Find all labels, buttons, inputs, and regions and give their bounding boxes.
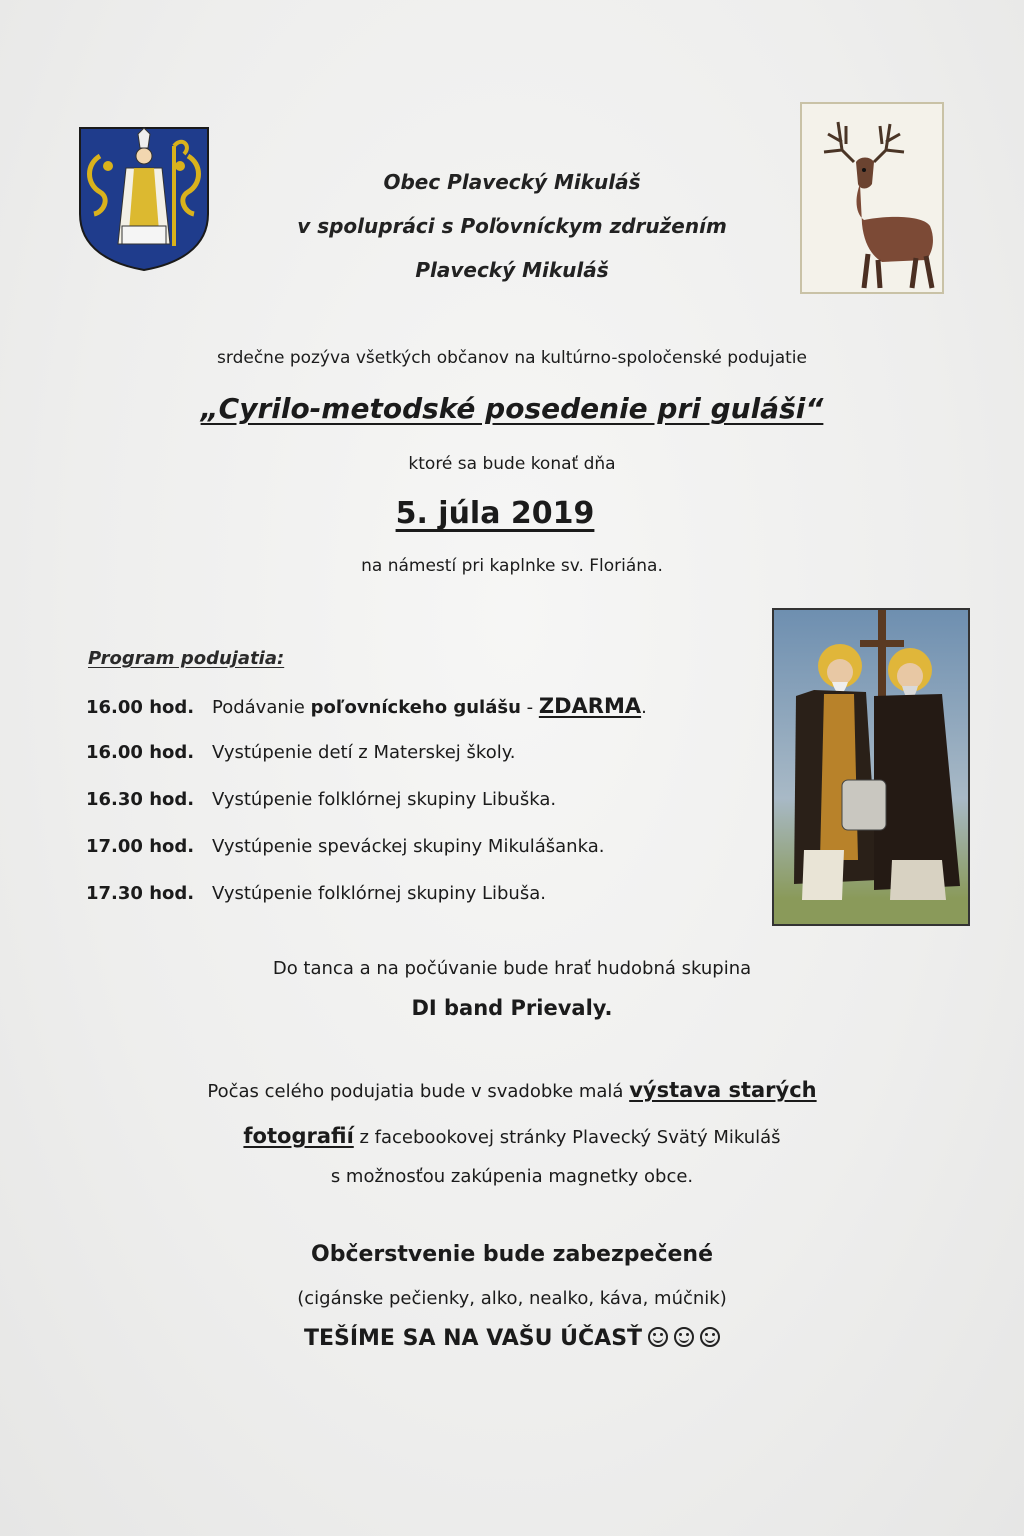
- exhibit-line-1: Počas celého podujatia bude v svadobke malá výstava starých: [207, 1078, 817, 1102]
- program-text: Vystúpenie speváckej skupiny Mikulášanka.: [212, 836, 605, 857]
- smiley-icon: [674, 1327, 694, 1347]
- event-title: „Cyrilo-metodské posedenie pri guláši“: [200, 392, 824, 425]
- program-row: 16.00 hod. Podávanie poľovníckeho gulášu - ZDARMA.: [86, 694, 647, 718]
- music-intro: Do tanca a na počúvanie bude hrať hudobná skupina: [272, 958, 752, 979]
- program-time: 17.30 hod.: [86, 883, 195, 904]
- program-text: Vystúpenie detí z Materskej školy.: [212, 742, 516, 763]
- coat-of-arms-icon: [78, 126, 210, 272]
- exhibit-line-3: s možnosťou zakúpenia magnetky obce.: [330, 1166, 694, 1187]
- refreshments-items: (cigánske pečienky, alko, nealko, káva, múčnik): [297, 1288, 727, 1309]
- program-time: 16.30 hod.: [86, 789, 195, 810]
- saints-icon: [772, 608, 970, 926]
- smiley-icon: [648, 1327, 668, 1347]
- program-heading: Program podujatia:: [88, 648, 285, 669]
- program-time: 16.00 hod.: [86, 742, 195, 763]
- exhibit-line-2: fotografií z facebookovej stránky Plavecký Svätý Mikuláš: [243, 1124, 781, 1148]
- free-label: ZDARMA: [538, 694, 642, 718]
- when-intro: ktoré sa bude konať dňa: [408, 454, 616, 474]
- program-row: [86, 742, 516, 763]
- exhibit-highlight: výstava starých: [629, 1078, 817, 1102]
- organizer-line-1: Obec Plavecký Mikuláš: [383, 170, 641, 194]
- invitation-text: srdečne pozýva všetkých občanov na kultúrno-spoločenské podujatie: [217, 348, 807, 368]
- program-row: [86, 836, 604, 857]
- program-time: 16.00 hod.: [86, 697, 195, 718]
- refreshments-heading: Občerstvenie bude zabezpečené: [311, 1242, 713, 1267]
- program-text: Vystúpenie folklórnej skupiny Libuša.: [212, 883, 546, 904]
- program-row: [86, 883, 546, 904]
- program-text: Vystúpenie folklórnej skupiny Libuška.: [212, 789, 557, 810]
- organizer-line-2: v spolupráci s Poľovníckym združením: [297, 214, 727, 238]
- event-date: 5. júla 2019: [395, 496, 595, 531]
- exhibit-highlight: fotografií: [243, 1124, 354, 1148]
- program-time: 17.00 hod.: [86, 836, 195, 857]
- program-row: [86, 789, 556, 810]
- smiley-icon: [700, 1327, 720, 1347]
- organizer-line-3: Plavecký Mikuláš: [415, 258, 609, 282]
- closing-line: TEŠÍME SA NA VAŠU ÚČASŤ: [0, 1326, 1024, 1351]
- event-place: na námestí pri kaplnke sv. Floriána.: [361, 556, 663, 576]
- band-name: DI band Prievaly.: [411, 996, 613, 1020]
